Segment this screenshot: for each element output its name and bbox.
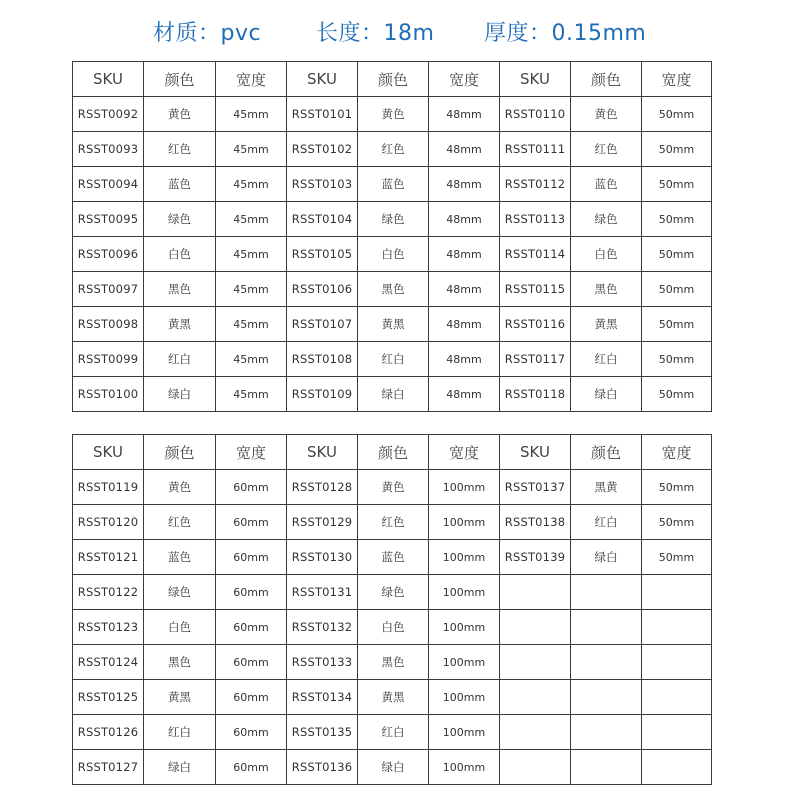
- width-cell: 45mm: [216, 132, 287, 167]
- width-cell: [642, 575, 712, 610]
- color-cell: 黑色: [358, 272, 429, 307]
- color-cell: 蓝色: [358, 167, 429, 202]
- table-row: [73, 377, 712, 412]
- sku-cell: RSST0093: [73, 132, 144, 167]
- width-cell: 45mm: [216, 202, 287, 237]
- width-cell: [642, 680, 712, 715]
- spec-header: [0, 12, 790, 52]
- sku-cell: RSST0121: [73, 540, 144, 575]
- sku-cell: RSST0120: [73, 505, 144, 540]
- width-cell: 45mm: [216, 237, 287, 272]
- column-header: 宽度: [429, 62, 500, 97]
- width-cell: 50mm: [642, 307, 712, 342]
- column-header: 颜色: [358, 62, 429, 97]
- color-cell: 绿色: [358, 202, 429, 237]
- table-row: [73, 237, 712, 272]
- sku-cell: RSST0111: [500, 132, 571, 167]
- width-cell: 50mm: [642, 97, 712, 132]
- color-cell: 红色: [358, 505, 429, 540]
- table-row: [73, 645, 712, 680]
- column-header: SKU: [287, 62, 358, 97]
- sku-cell: RSST0116: [500, 307, 571, 342]
- width-cell: 100mm: [429, 610, 500, 645]
- sku-cell: RSST0126: [73, 715, 144, 750]
- sku-cell: RSST0113: [500, 202, 571, 237]
- sku-cell: [500, 645, 571, 680]
- sku-cell: RSST0136: [287, 750, 358, 785]
- color-cell: 黄色: [571, 97, 642, 132]
- color-cell: 红白: [144, 342, 216, 377]
- table-row: [73, 575, 712, 610]
- color-cell: [571, 610, 642, 645]
- color-cell: 红白: [144, 715, 216, 750]
- table-row: [73, 610, 712, 645]
- color-cell: 黑色: [358, 645, 429, 680]
- width-cell: 100mm: [429, 470, 500, 505]
- sku-cell: RSST0097: [73, 272, 144, 307]
- sku-cell: RSST0107: [287, 307, 358, 342]
- sku-cell: RSST0123: [73, 610, 144, 645]
- width-cell: 60mm: [216, 505, 287, 540]
- material-label: 材质：pvc: [153, 21, 262, 46]
- color-cell: 红白: [358, 342, 429, 377]
- color-cell: 黄色: [144, 470, 216, 505]
- color-cell: 绿白: [144, 750, 216, 785]
- table-row: [73, 202, 712, 237]
- sku-cell: RSST0115: [500, 272, 571, 307]
- sku-cell: RSST0105: [287, 237, 358, 272]
- color-cell: 红色: [571, 132, 642, 167]
- column-header: 颜色: [571, 62, 642, 97]
- width-cell: 50mm: [642, 167, 712, 202]
- sku-cell: RSST0125: [73, 680, 144, 715]
- sku-cell: RSST0127: [73, 750, 144, 785]
- sku-cell: RSST0131: [287, 575, 358, 610]
- color-cell: 白色: [144, 610, 216, 645]
- color-cell: 黄色: [144, 97, 216, 132]
- sku-cell: [500, 715, 571, 750]
- column-header: 颜色: [144, 62, 216, 97]
- width-cell: 50mm: [642, 272, 712, 307]
- sku-cell: RSST0104: [287, 202, 358, 237]
- width-cell: 60mm: [216, 575, 287, 610]
- table-row: [73, 505, 712, 540]
- sku-cell: RSST0137: [500, 470, 571, 505]
- sku-cell: RSST0129: [287, 505, 358, 540]
- sku-cell: RSST0132: [287, 610, 358, 645]
- width-cell: 48mm: [429, 377, 500, 412]
- sku-cell: [500, 575, 571, 610]
- sku-cell: RSST0098: [73, 307, 144, 342]
- color-cell: [571, 715, 642, 750]
- length-label: 长度：18m: [316, 21, 435, 46]
- width-cell: 50mm: [642, 377, 712, 412]
- table-row: [73, 750, 712, 785]
- width-cell: 48mm: [429, 307, 500, 342]
- table-header-row: [73, 435, 712, 470]
- width-cell: 45mm: [216, 307, 287, 342]
- color-cell: 红白: [571, 505, 642, 540]
- column-header: 颜色: [358, 435, 429, 470]
- width-cell: 48mm: [429, 132, 500, 167]
- width-cell: 100mm: [429, 750, 500, 785]
- width-cell: 48mm: [429, 97, 500, 132]
- width-cell: 48mm: [429, 202, 500, 237]
- color-cell: [571, 645, 642, 680]
- table-row: [73, 167, 712, 202]
- sku-cell: RSST0130: [287, 540, 358, 575]
- color-cell: 蓝色: [144, 540, 216, 575]
- sku-cell: RSST0095: [73, 202, 144, 237]
- sku-table-1: [72, 61, 712, 412]
- sku-cell: RSST0124: [73, 645, 144, 680]
- sku-cell: RSST0096: [73, 237, 144, 272]
- color-cell: 白色: [358, 237, 429, 272]
- sku-cell: RSST0108: [287, 342, 358, 377]
- width-cell: 60mm: [216, 680, 287, 715]
- color-cell: 绿白: [358, 377, 429, 412]
- color-cell: [571, 680, 642, 715]
- width-cell: 100mm: [429, 575, 500, 610]
- color-cell: 绿白: [358, 750, 429, 785]
- sku-cell: RSST0112: [500, 167, 571, 202]
- column-header: SKU: [73, 435, 144, 470]
- color-cell: 绿白: [571, 377, 642, 412]
- table-row: [73, 470, 712, 505]
- width-cell: 45mm: [216, 342, 287, 377]
- width-cell: [642, 645, 712, 680]
- table-row: [73, 680, 712, 715]
- color-cell: 红色: [358, 132, 429, 167]
- width-cell: 100mm: [429, 680, 500, 715]
- table-header-row: [73, 62, 712, 97]
- color-cell: 黄黑: [358, 307, 429, 342]
- color-cell: 绿色: [358, 575, 429, 610]
- column-header: 宽度: [216, 62, 287, 97]
- table-row: [73, 272, 712, 307]
- width-cell: 48mm: [429, 272, 500, 307]
- sku-cell: RSST0128: [287, 470, 358, 505]
- column-header: 宽度: [642, 62, 712, 97]
- column-header: SKU: [500, 435, 571, 470]
- width-cell: 60mm: [216, 470, 287, 505]
- sku-cell: [500, 750, 571, 785]
- sku-cell: RSST0102: [287, 132, 358, 167]
- sku-cell: RSST0117: [500, 342, 571, 377]
- sku-cell: RSST0100: [73, 377, 144, 412]
- width-cell: 50mm: [642, 505, 712, 540]
- color-cell: 黄黑: [571, 307, 642, 342]
- color-cell: 白色: [571, 237, 642, 272]
- color-cell: 红色: [144, 132, 216, 167]
- sku-cell: [500, 680, 571, 715]
- thickness-label: 厚度：0.15mm: [484, 21, 647, 46]
- sku-cell: RSST0092: [73, 97, 144, 132]
- color-cell: 黑色: [571, 272, 642, 307]
- sku-cell: RSST0122: [73, 575, 144, 610]
- width-cell: 60mm: [216, 610, 287, 645]
- color-cell: 黄黑: [358, 680, 429, 715]
- color-cell: 白色: [144, 237, 216, 272]
- width-cell: 50mm: [642, 202, 712, 237]
- color-cell: 红色: [144, 505, 216, 540]
- sku-cell: RSST0103: [287, 167, 358, 202]
- color-cell: 黄黑: [144, 307, 216, 342]
- width-cell: 50mm: [642, 470, 712, 505]
- sku-cell: RSST0110: [500, 97, 571, 132]
- sku-cell: RSST0135: [287, 715, 358, 750]
- width-cell: 45mm: [216, 97, 287, 132]
- width-cell: 45mm: [216, 377, 287, 412]
- sku-cell: RSST0106: [287, 272, 358, 307]
- sku-cell: [500, 610, 571, 645]
- width-cell: 50mm: [642, 132, 712, 167]
- color-cell: 黄色: [358, 470, 429, 505]
- sku-cell: RSST0118: [500, 377, 571, 412]
- column-header: 颜色: [571, 435, 642, 470]
- color-cell: 白色: [358, 610, 429, 645]
- sku-cell: RSST0099: [73, 342, 144, 377]
- column-header: 宽度: [216, 435, 287, 470]
- width-cell: 48mm: [429, 342, 500, 377]
- width-cell: 45mm: [216, 167, 287, 202]
- width-cell: 45mm: [216, 272, 287, 307]
- width-cell: 50mm: [642, 540, 712, 575]
- sku-cell: RSST0114: [500, 237, 571, 272]
- column-header: 宽度: [429, 435, 500, 470]
- sku-cell: RSST0094: [73, 167, 144, 202]
- color-cell: 绿白: [144, 377, 216, 412]
- color-cell: 蓝色: [358, 540, 429, 575]
- sku-cell: RSST0139: [500, 540, 571, 575]
- color-cell: [571, 575, 642, 610]
- width-cell: 100mm: [429, 505, 500, 540]
- width-cell: 50mm: [642, 237, 712, 272]
- color-cell: 红白: [571, 342, 642, 377]
- width-cell: 50mm: [642, 342, 712, 377]
- color-cell: 红白: [358, 715, 429, 750]
- width-cell: 100mm: [429, 540, 500, 575]
- sku-cell: RSST0119: [73, 470, 144, 505]
- sku-cell: RSST0138: [500, 505, 571, 540]
- color-cell: 蓝色: [144, 167, 216, 202]
- color-cell: 黄黑: [144, 680, 216, 715]
- table-row: [73, 97, 712, 132]
- column-header: 颜色: [144, 435, 216, 470]
- width-cell: [642, 750, 712, 785]
- color-cell: 蓝色: [571, 167, 642, 202]
- width-cell: 100mm: [429, 645, 500, 680]
- sku-cell: RSST0134: [287, 680, 358, 715]
- width-cell: 60mm: [216, 750, 287, 785]
- color-cell: 黑色: [144, 645, 216, 680]
- color-cell: 绿色: [144, 202, 216, 237]
- sku-cell: RSST0109: [287, 377, 358, 412]
- color-cell: [571, 750, 642, 785]
- color-cell: 绿色: [571, 202, 642, 237]
- width-cell: [642, 715, 712, 750]
- sku-table-2: [72, 434, 712, 785]
- sku-cell: RSST0133: [287, 645, 358, 680]
- width-cell: 60mm: [216, 645, 287, 680]
- width-cell: 100mm: [429, 715, 500, 750]
- column-header: SKU: [500, 62, 571, 97]
- table-row: [73, 307, 712, 342]
- sku-cell: RSST0101: [287, 97, 358, 132]
- column-header: SKU: [73, 62, 144, 97]
- color-cell: 黑黄: [571, 470, 642, 505]
- color-cell: 绿色: [144, 575, 216, 610]
- table-row: [73, 540, 712, 575]
- color-cell: 绿白: [571, 540, 642, 575]
- width-cell: 60mm: [216, 540, 287, 575]
- table-row: [73, 715, 712, 750]
- table-row: [73, 342, 712, 377]
- width-cell: 60mm: [216, 715, 287, 750]
- column-header: SKU: [287, 435, 358, 470]
- color-cell: 黑色: [144, 272, 216, 307]
- width-cell: 48mm: [429, 167, 500, 202]
- table-row: [73, 132, 712, 167]
- color-cell: 黄色: [358, 97, 429, 132]
- width-cell: [642, 610, 712, 645]
- column-header: 宽度: [642, 435, 712, 470]
- width-cell: 48mm: [429, 237, 500, 272]
